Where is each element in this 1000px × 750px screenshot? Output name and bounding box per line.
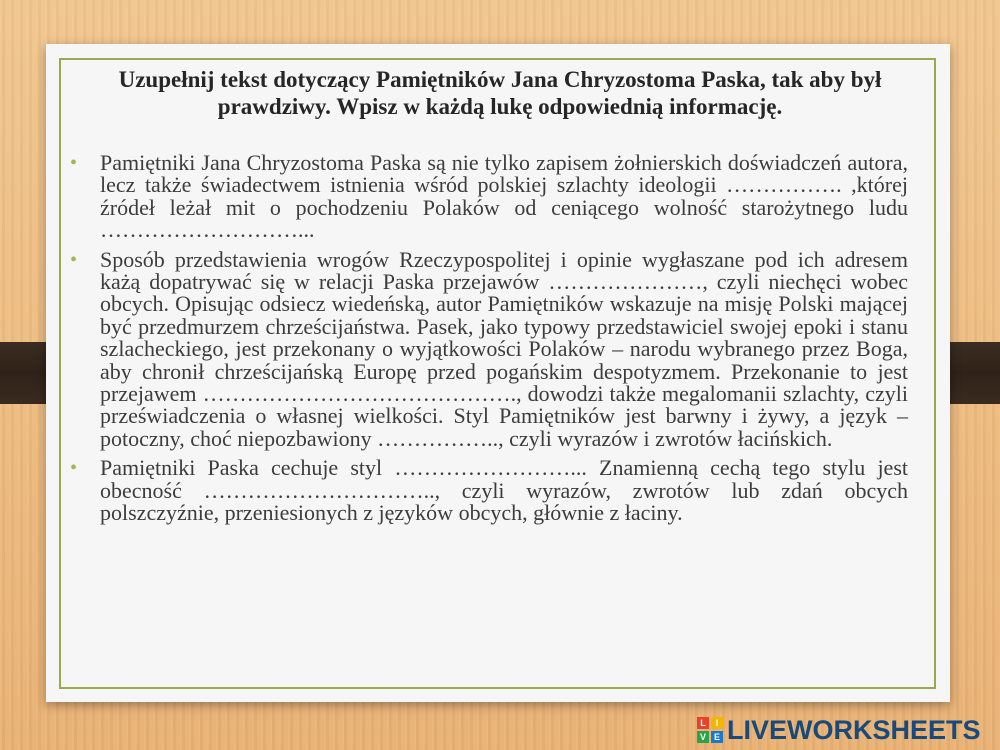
bullet-icon: • <box>70 152 78 174</box>
logo-squares-icon <box>697 717 723 743</box>
exercise-item-1 <box>70 152 908 242</box>
logo-square: I <box>711 717 723 729</box>
bullet-icon: • <box>70 248 78 271</box>
exercise-item-text: Pamiętniki Paska cechuje styl ……………………... Znamienną cechą tego stylu jest obecność ………………………….., czyli wyrazów, zwrotów lub zdań obcych polszczyźnie, przeniesionych z języków obcych, głównie z łaciny. <box>100 455 908 526</box>
exercise-item-2 <box>70 246 908 451</box>
logo-square: E <box>711 731 723 743</box>
exercise-title: Uzupełnij tekst dotyczący Pamiętników Jana Chryzostoma Paska, tak aby był prawdziwy. Wpisz w każdą lukę odpowiednią informację. <box>118 67 882 119</box>
exercise-item-text: Pamiętniki Jana Chryzostoma Paska są nie tylko zapisem żołnierskich doświadczeń autora, lecz także świadectwem istnienia wśród polskiej szlachty ideologii ……………. ,której źródeł leżał mit o pochodzeniu Polaków od ceniącego wolność starożytnego ludu ………………………... <box>100 150 908 243</box>
liveworksheets-logo[interactable] <box>697 714 981 746</box>
logo-square: L <box>697 717 709 729</box>
logo-text: LIVEWORKSHEETS <box>727 714 981 745</box>
exercise-items <box>70 152 908 525</box>
worksheet-sheet <box>46 44 950 702</box>
logo-square: V <box>697 731 709 743</box>
bullet-icon: • <box>70 457 78 480</box>
exercise-item-3 <box>70 457 908 524</box>
exercise-item-text: Sposób przedstawienia wrogów Rzeczypospolitej i opinie wygłaszane pod ich adresem każą dopatrywać się w relacji Paska przejawów …………………, czyli niechęci wobec obcych. Opisując odsiecz wiedeńską, autor Pamiętników wskazuje na misję Polski mającej być przedmurzem chrześcijaństwa. Pasek, jako typowy przedstawiciel swojej epoki i stanu szlacheckiego, jest przekonany o wyjątkowości Polaków – narodu wybranego przez Boga, aby chronił chrześcijańską Europę przed pogańskim despotyzmem. Przekonanie to jest przejawem ……………………………………., dowodzi także megalomanii szlachty, czyli przeświadczenia o własnej wielkości. Styl Pamiętników jest barwny i żywy, a język – potoczny, choć niepozbawiony …………….., czyli wyrazów i zwrotów łacińskich. <box>100 246 908 451</box>
